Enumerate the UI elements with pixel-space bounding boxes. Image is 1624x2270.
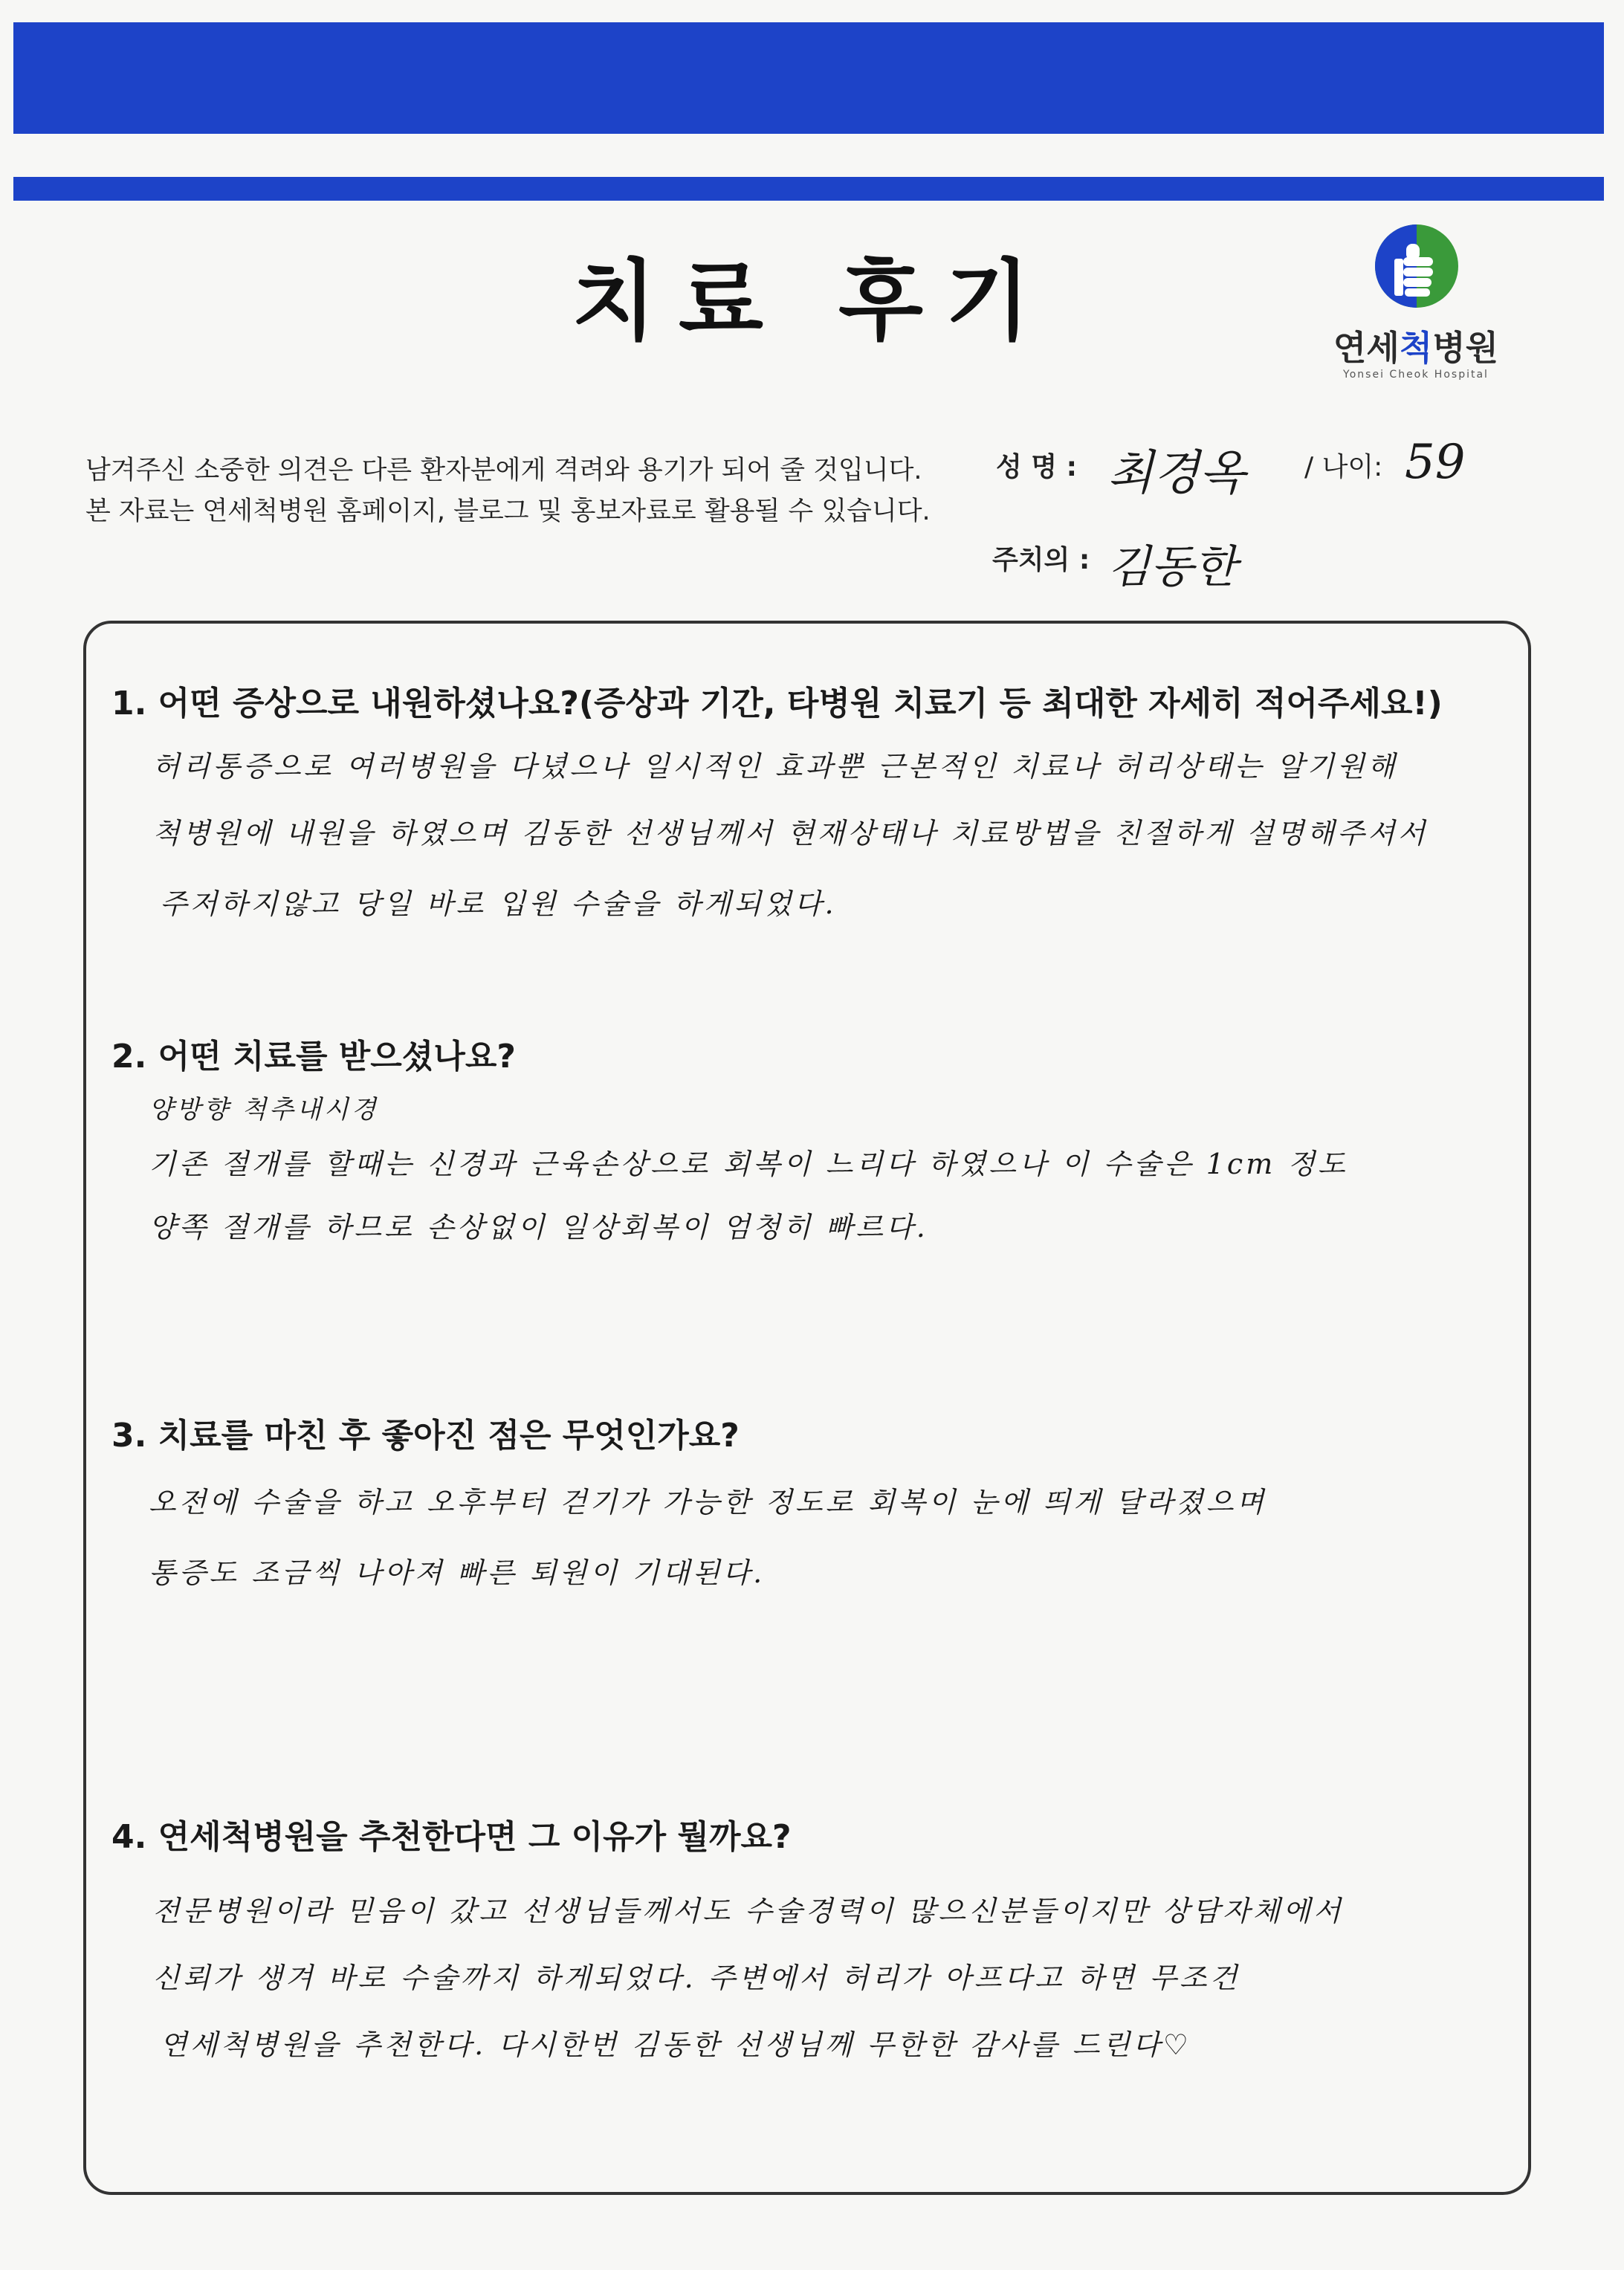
question-3: 3. 치료를 마친 후 좋아진 점은 무엇인가요? bbox=[111, 1417, 740, 1455]
answer-2-line-1: 양방향 척추내시경 bbox=[149, 1095, 379, 1125]
answer-1-line-3: 주저하지않고 당일 바로 입원 수술을 하게되었다. bbox=[160, 887, 837, 920]
answer-4-line-1: 전문병원이라 믿음이 갔고 선생님들께서도 수술경력이 많으신분들이지만 상담자체에서 bbox=[152, 1895, 1344, 1927]
answer-2-line-3: 양쪽 절개를 하므로 손상없이 일상회복이 엄청히 빠르다. bbox=[149, 1211, 928, 1244]
answer-3-line-1: 오전에 수술을 하고 오후부터 걷기가 가능한 정도로 회복이 눈에 띄게 달라졌으며 bbox=[149, 1486, 1267, 1519]
doctor-label: 주치의 : bbox=[992, 545, 1090, 575]
hospital-name: 연세척병원 bbox=[1333, 328, 1499, 368]
page-title: 치료 후기 bbox=[571, 250, 1053, 352]
name-value: 최경옥 bbox=[1107, 446, 1246, 501]
thumbs-up-logo-icon bbox=[1374, 223, 1460, 309]
hospital-name-english: Yonsei Cheok Hospital bbox=[1343, 369, 1489, 381]
answer-1-line-2: 척병원에 내원을 하였으며 김동한 선생님께서 현재상태나 치료방법을 친절하게 설명해주셔서 bbox=[152, 817, 1429, 850]
answer-3-line-2: 통증도 조금씩 나아져 빠른 퇴원이 기대된다. bbox=[149, 1556, 766, 1589]
header-color-bar bbox=[13, 22, 1604, 134]
answer-2-line-2: 기존 절개를 할때는 신경과 근육손상으로 회복이 느리다 하였으나 이 수술은 1cm 정도 bbox=[149, 1148, 1348, 1180]
hospital-logo bbox=[1330, 223, 1501, 394]
header-thin-bar bbox=[13, 177, 1604, 201]
notice-line-1: 남겨주신 소중한 의견은 다른 환자분에게 격려와 용기가 되어 줄 것입니다. bbox=[85, 456, 922, 485]
answer-4-line-3: 연세척병원을 추천한다. 다시한번 김동한 선생님께 무한한 감사를 드린다♡ bbox=[160, 2028, 1191, 2061]
age-label: / 나이: bbox=[1304, 452, 1383, 482]
age-value: 59 bbox=[1405, 435, 1466, 490]
question-2: 2. 어떤 치료를 받으셨나요? bbox=[111, 1038, 516, 1076]
name-label: 성 명 : bbox=[996, 452, 1078, 482]
notice-line-2: 본 자료는 연세척병원 홈페이지, 블로그 및 홍보자료로 활용될 수 있습니다. bbox=[85, 497, 931, 526]
answer-1-line-1: 허리통증으로 여러병원을 다녔으나 일시적인 효과뿐 근본적인 치료나 허리상태는 알기원해 bbox=[152, 750, 1398, 783]
answer-4-line-2: 신뢰가 생겨 바로 수술까지 하게되었다. 주변에서 허리가 아프다고 하면 무조건 bbox=[152, 1962, 1240, 1994]
question-1: 1. 어떤 증상으로 내원하셨나요?(증상과 기간, 타병원 치료기 등 최대한 자세히 적어주세요!) bbox=[111, 685, 1443, 722]
doctor-value: 김동한 bbox=[1107, 541, 1237, 593]
question-4: 4. 연세척병원을 추천한다면 그 이유가 뭘까요? bbox=[111, 1818, 792, 1856]
